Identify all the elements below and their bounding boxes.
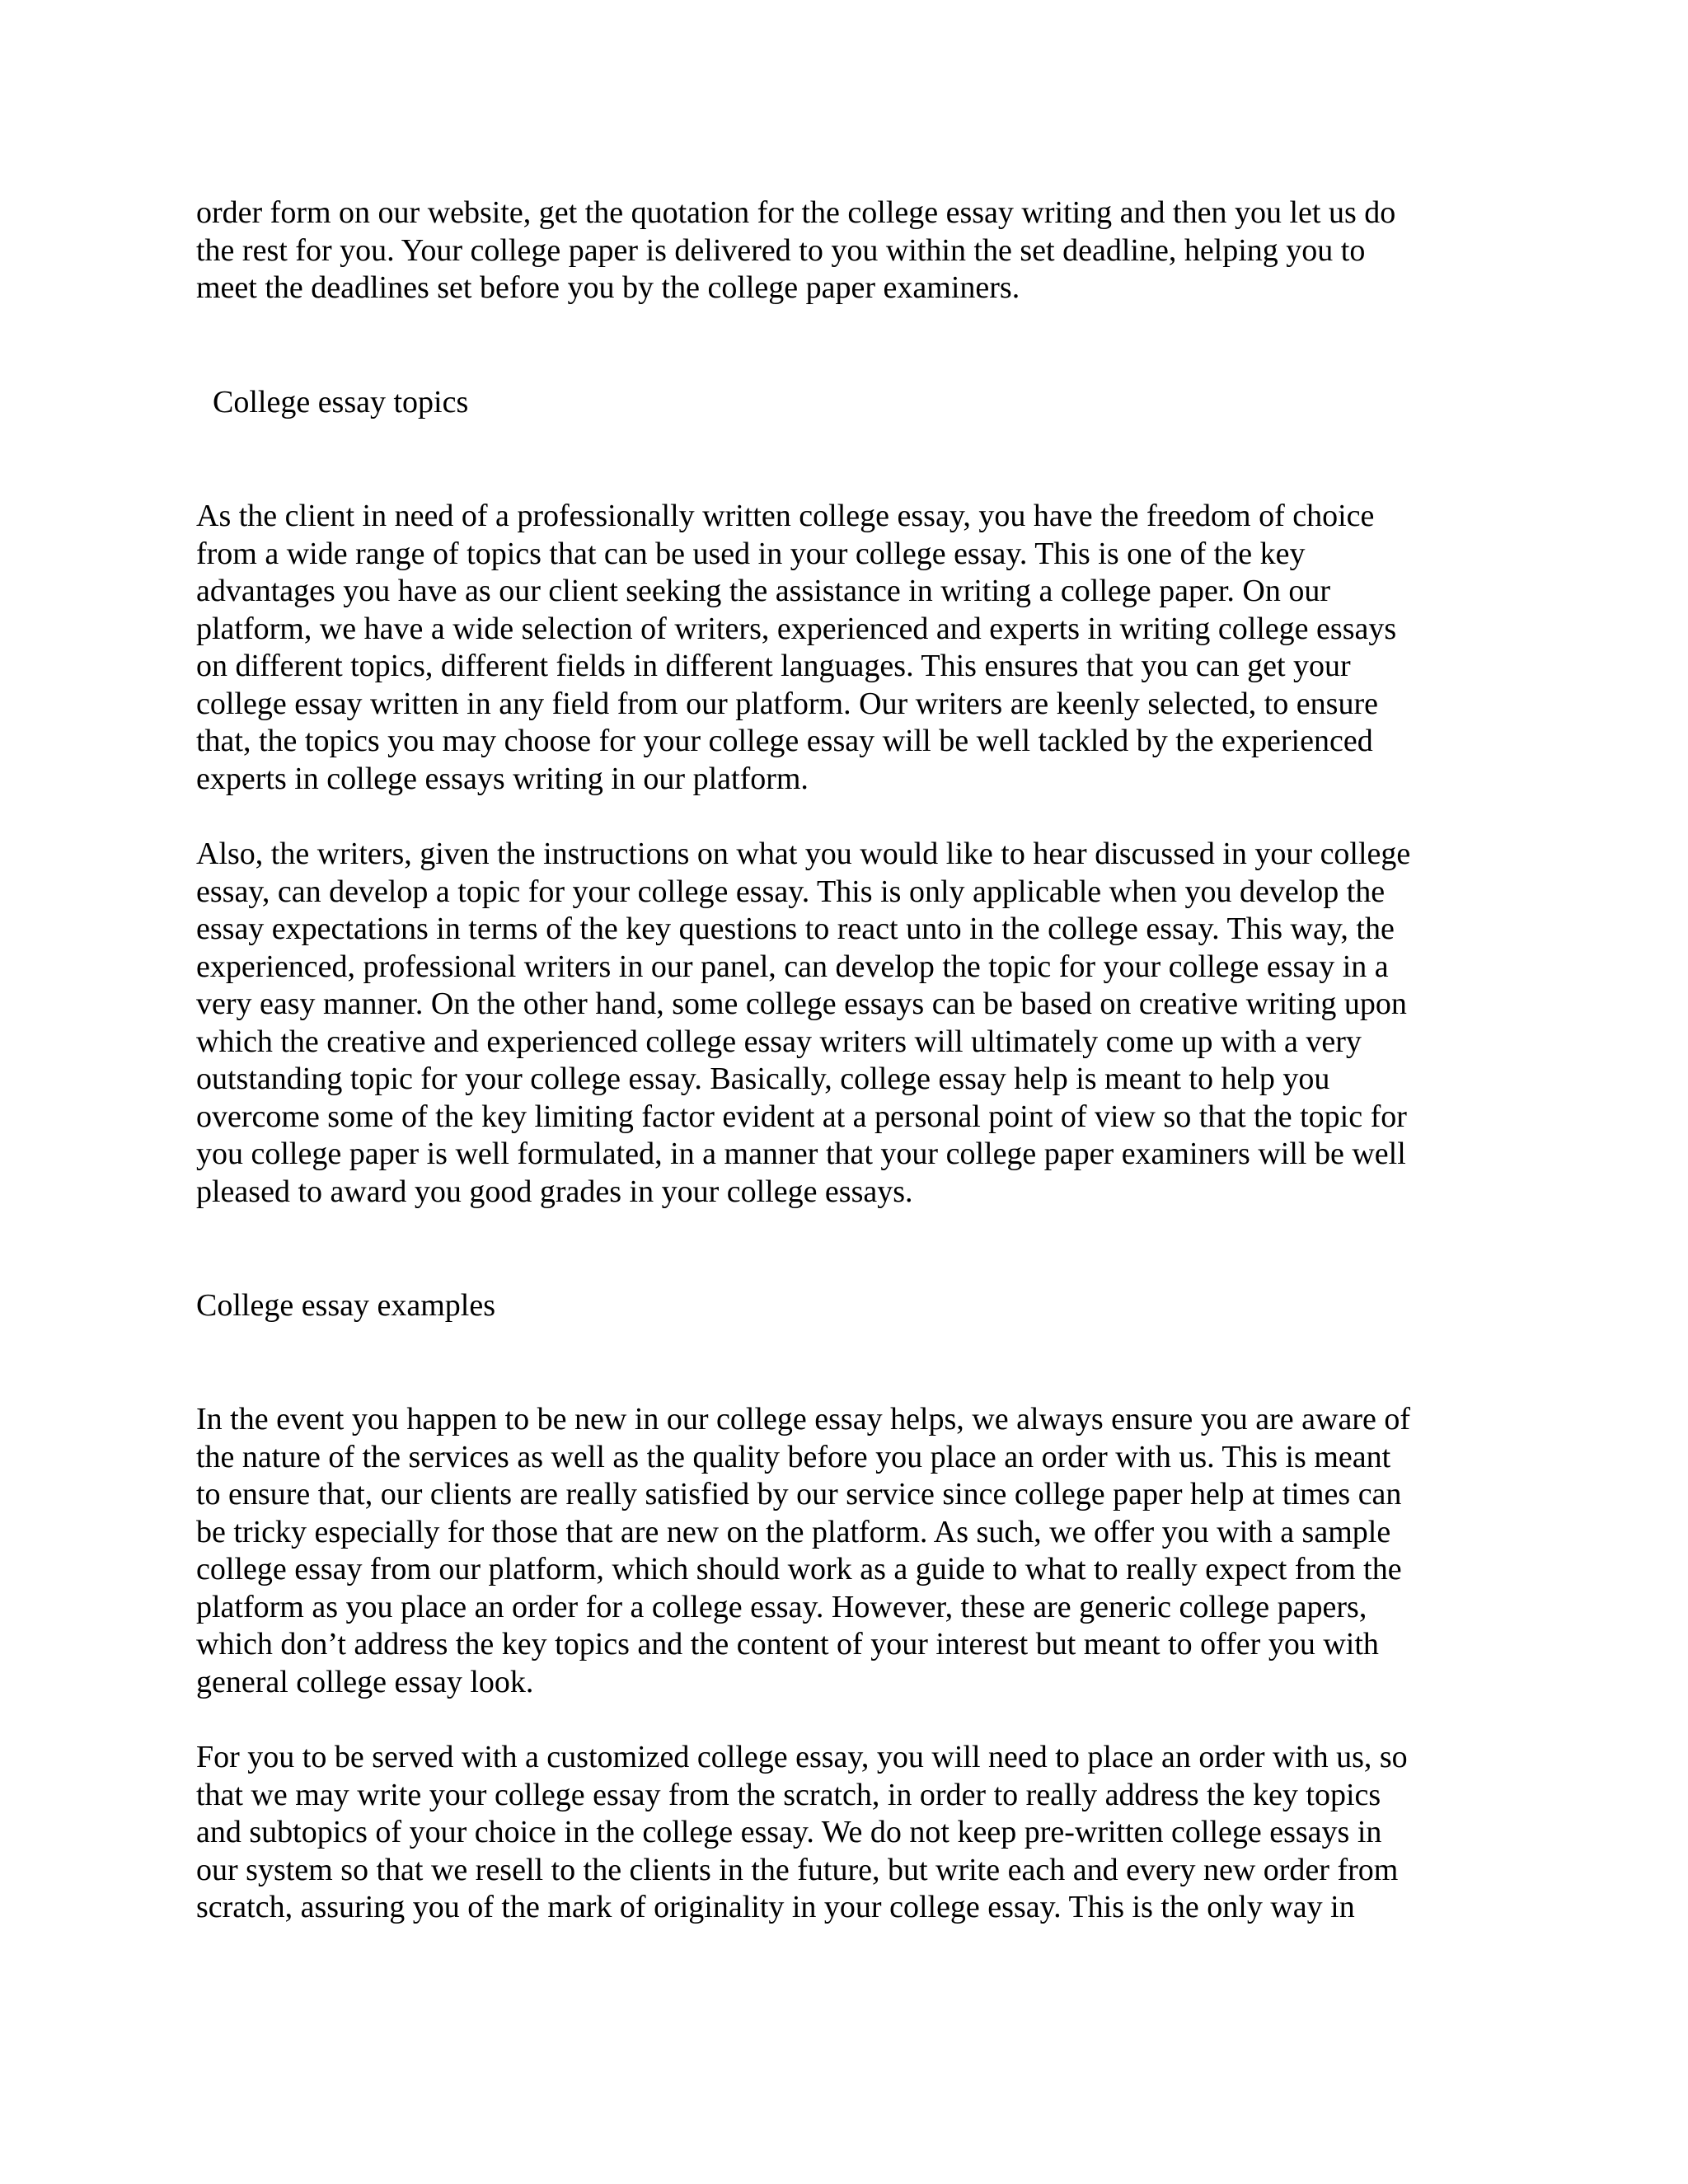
text-line: essay, can develop a topic for your college essay. This is only applicable when you develop the [196,874,1386,909]
text-line: advantages you have as our client seeking the assistance in writing a college paper. On our [196,574,1330,608]
text-line: platform, we have a wide selection of writers, experienced and experts in writing college essays [196,611,1397,646]
text-line: In the event you happen to be new in our college essay helps, we always ensure you are aware of [196,1402,1411,1436]
text-line: and subtopics of your choice in the college essay. We do not keep pre-written college essays in [196,1815,1382,1849]
text-line: overcome some of the key limiting factor evident at a personal point of view so that the topic for [196,1099,1407,1134]
text-line: be tricky especially for those that are new on the platform. As such, we offer you with a sample [196,1514,1391,1549]
text-line: experts in college essays writing in our platform. [196,761,809,796]
intro-paragraph [196,194,1482,307]
text-line: to ensure that, our clients are really satisfied by our service since college paper help at times can [196,1477,1402,1511]
text-line: the rest for you. Your college paper is delivered to you within the set deadline, helping you to [196,232,1366,268]
text-line: meet the deadlines set before you by the college paper examiners. [196,270,1020,305]
text-line: from a wide range of topics that can be used in your college essay. This is one of the key [196,536,1306,571]
text-line: For you to be served with a customized college essay, you will need to place an order with us, so [196,1740,1408,1774]
text-line: the nature of the services as well as the quality before you place an order with us. This is meant [196,1439,1391,1474]
text-line: outstanding topic for your college essay. Basically, college essay help is meant to help you [196,1062,1330,1096]
text-line: college essay written in any field from our platform. Our writers are keenly selected, to ensure [196,686,1378,721]
topics-paragraph-2 [196,836,1482,1211]
text-line: on different topics, different fields in different languages. This ensures that you can get your [196,649,1351,683]
text-line: experienced, professional writers in our panel, can develop the topic for your college essay in a [196,949,1389,984]
text-line: which don’t address the key topics and the content of your interest but meant to offer you with [196,1627,1379,1661]
section-heading-examples: College essay examples [196,1288,496,1323]
text-line: general college essay look. [196,1664,534,1699]
text-line: order form on our website, get the quotation for the college essay writing and then you let us do [196,195,1396,230]
text-line: college essay from our platform, which should work as a guide to what to really expect from the [196,1552,1402,1586]
text-line: that, the topics you may choose for your college essay will be well tackled by the experienced [196,724,1373,758]
text-line: platform as you place an order for a college essay. However, these are generic college papers, [196,1589,1367,1624]
examples-paragraph-1 [196,1401,1482,1701]
text-line: scratch, assuring you of the mark of originality in your college essay. This is the only way in [196,1890,1355,1924]
text-line: essay expectations in terms of the key questions to react unto in the college essay. This way, the [196,912,1395,946]
text-line: you college paper is well formulated, in a manner that your college paper examiners will be well [196,1137,1406,1171]
text-line: our system so that we resell to the clients in the future, but write each and every new order from [196,1852,1399,1887]
text-line: that we may write your college essay from the scratch, in order to really address the key topics [196,1777,1381,1812]
section-heading-topics: College essay topics [213,385,469,419]
text-line: very easy manner. On the other hand, some college essays can be based on creative writing upon [196,987,1407,1021]
text-line: Also, the writers, given the instructions on what you would like to hear discussed in your college [196,837,1411,871]
topics-paragraph-1 [196,498,1482,798]
text-line: pleased to award you good grades in your college essays. [196,1174,913,1209]
text-line: As the client in need of a professionally written college essay, you have the freedom of choice [196,499,1375,533]
examples-paragraph-2 [196,1739,1482,1927]
text-line: which the creative and experienced college essay writers will ultimately come up with a very [196,1024,1362,1059]
